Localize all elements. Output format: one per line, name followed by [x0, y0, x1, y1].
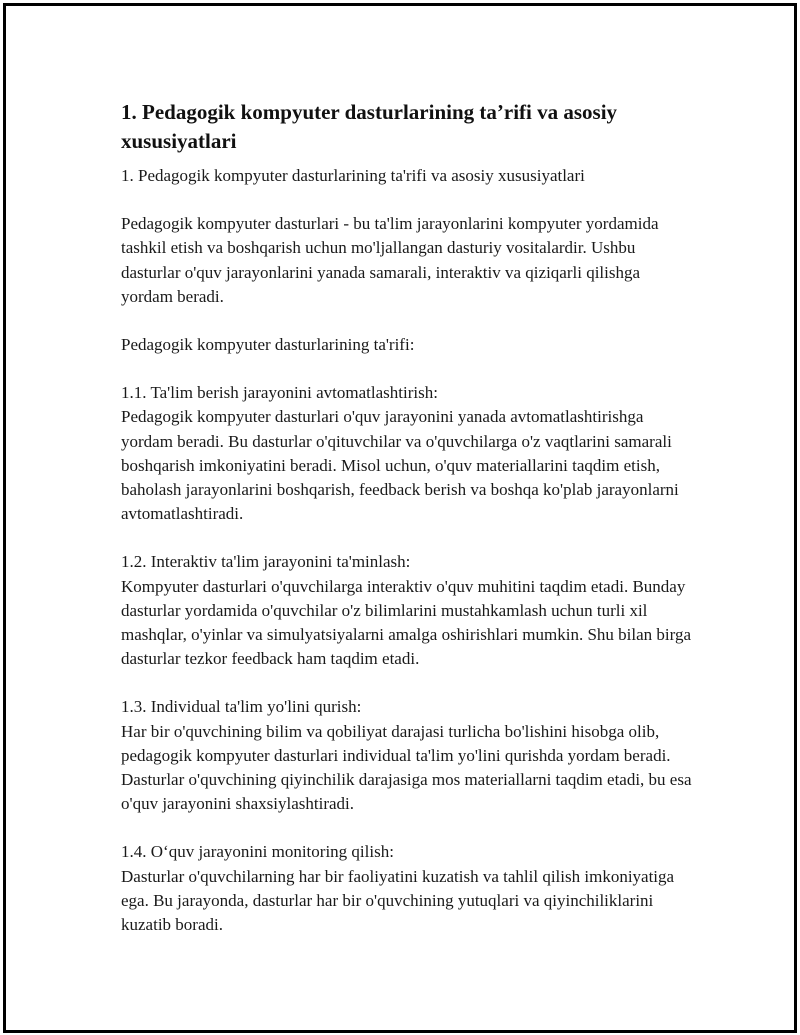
definition-paragraph: Pedagogik kompyuter dasturlari - bu ta'lim jarayonlarini kompyuter yordamida tashkil etish va boshqarish uchun mo'ljallangan dasturiy vositalardir. Ushbu dasturlar o'quv jarayonlarini yanada samarali, interaktiv va qiziqarli qilishga yordam beradi. — [121, 214, 659, 306]
document-body — [121, 98, 696, 961]
section-1-4-paragraph: 1.4. O‘quv jarayonini monitoring qilish: Dasturlar o'quvchilarning har bir faoliyatini kuzatish va tahlil qilish imkoniyatiga ega. Bu jarayonda, dasturlar har bir o'quvchining yutuqlari va qiyinchiliklarini kuzatib boradi. — [121, 842, 675, 935]
definition-heading-paragraph: Pedagogik kompyuter dasturlarining ta'rifi: — [121, 335, 415, 355]
document-title: 1. Pedagogik kompyuter dasturlarining ta’rifi va asosiy xususiyatlari — [121, 100, 618, 153]
page-frame — [3, 3, 797, 1033]
section-1-1-paragraph: 1.1. Ta'lim berish jarayonini avtomatlashtirish: Pedagogik kompyuter dasturlari o'quv jarayonini yanada avtomatlashtirishga yordam beradi. Bu dasturlar o'qituvchilar va o'quvchilarga o'z vaqtlarini samarali boshqarish imkoniyatini beradi. Misol uchun, o'quv materiallarini taqdim etish, baholash jarayonlarini boshqarish, feedback berish va boshqa ko'plab jarayonlarni avtomatlashtiradi. — [121, 383, 679, 524]
intro-heading-paragraph: 1. Pedagogik kompyuter dasturlarining ta'rifi va asosiy xususiyatlari — [121, 166, 585, 185]
section-1-2-paragraph: 1.2. Interaktiv ta'lim jarayonini ta'minlash: Kompyuter dasturlari o'quvchilarga interaktiv o'quv muhitini taqdim etadi. Bunday dasturlar yordamida o'quvchilar o'z bilimlarini mustahkamlash uchun turli xil mashqlar, o'yinlar va simulyatsiyalarni amalga oshirishlari mumkin. Shu bilan birga dasturlar tezkor feedback ham taqdim etadi. — [121, 552, 692, 669]
section-1-3-paragraph: 1.3. Individual ta'lim yo'lini qurish: Har bir o'quvchining bilim va qobiliyat darajasi turlicha bo'lishini hisobga olib, pedagogik kompyuter dasturlari individual ta'lim yo'lini qurishda yordam beradi. Dasturlar o'quvchining qiyinchilik darajasiga mos materiallarni taqdim etadi, bu esa o'quv jarayonini shaxsiylashtiradi. — [121, 697, 692, 814]
